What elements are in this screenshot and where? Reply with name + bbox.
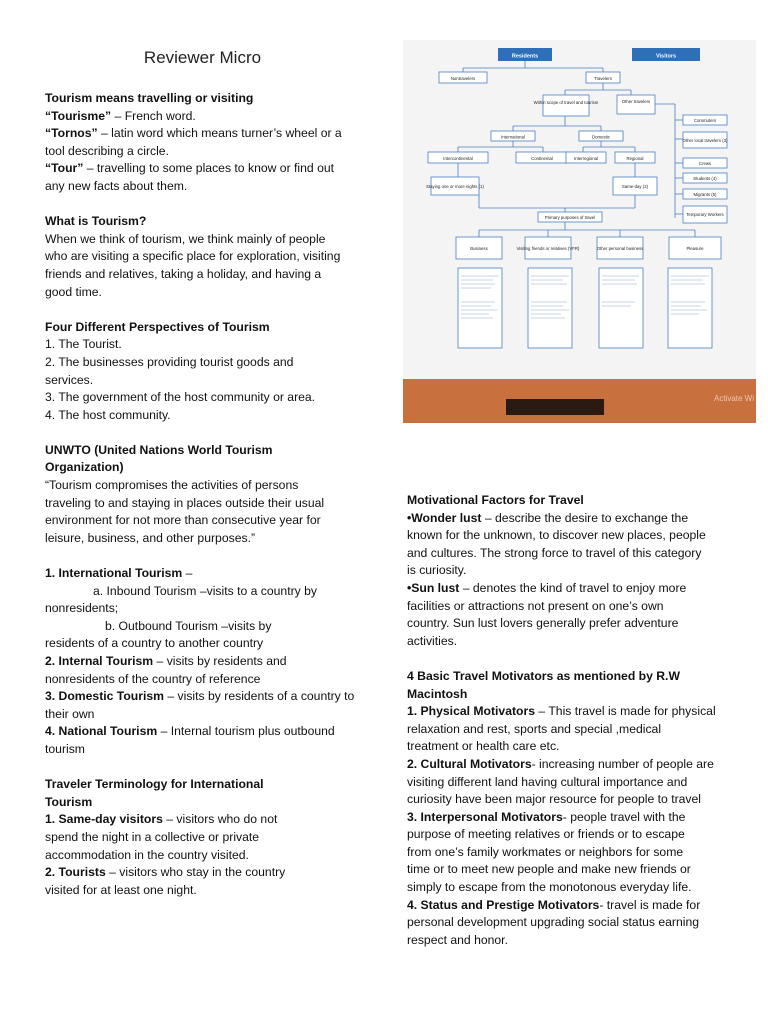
svg-text:Within scope of travel and tou: Within scope of travel and tourism (533, 100, 599, 105)
type-line: their own (45, 706, 95, 721)
motivational-line: known for the unknown, to discover new places, people (407, 528, 706, 543)
svg-text:Primary purposes of travel: Primary purposes of travel (544, 215, 596, 220)
type-line: 3. Domestic Tourism – visits by residents of a country to (45, 689, 355, 704)
type-line: 4. National Tourism – Internal tourism plus outbound (45, 724, 335, 739)
perspective-line: 4. The host community. (45, 407, 171, 422)
svg-text:Nontravelers: Nontravelers (450, 76, 476, 81)
unwto-heading: UNWTO (United Nations World Tourism (45, 442, 273, 457)
right-column (407, 492, 725, 949)
svg-text:Continental: Continental (531, 156, 553, 161)
activate-watermark: Activate Wi (713, 394, 754, 403)
svg-text:Intercontinental: Intercontinental (443, 156, 473, 161)
travel-classification-figure (403, 40, 756, 406)
unwto-line: leisure, business, and other purposes.” (45, 530, 256, 545)
what-line: good time. (45, 284, 102, 299)
terminology-line: visited for at least one night. (45, 882, 197, 897)
svg-text:Business: Business (470, 246, 488, 251)
type-line: a. Inbound Tourism –visits to a country by (93, 583, 318, 598)
motivational-line: facilities or attractions not present on one’s own (407, 598, 664, 613)
unwto-line: traveling to and staying in places outside their usual (45, 495, 325, 510)
perspective-line: 3. The government of the host community or area. (45, 390, 316, 405)
basic-line: purpose of meeting relatives or friends or to escape (407, 827, 685, 842)
what-heading: What is Tourism? (45, 214, 147, 229)
terminology-line: spend the night in a collective or private (45, 829, 260, 844)
svg-text:Residents: Residents (511, 53, 539, 60)
intro-heading: Tourism means travelling or visiting (45, 91, 254, 105)
basic-line: 4. Status and Prestige Motivators- travel is made for (407, 897, 701, 912)
terminology-line: 2. Tourists – visitors who stay in the country (45, 865, 286, 880)
basic-line: from one’s family workmates or neighbors for some (407, 844, 684, 859)
svg-text:Crews: Crews (698, 161, 712, 166)
type-line: nonresidents; (45, 601, 119, 616)
document-title: Reviewer Micro (143, 48, 262, 67)
motivational-line: country. Sun lust lovers generally prefer adventure (407, 616, 679, 631)
figure-sheet (403, 40, 756, 379)
motivational-line: •Wonder lust – describe the desire to exchange the (407, 510, 689, 525)
motivational-line: •Sun lust – denotes the kind of travel to enjoy more (407, 580, 687, 595)
type-line: residents of a country to another country (45, 636, 264, 651)
terminology-heading: Tourism (45, 794, 93, 809)
type-line: 2. Internal Tourism – visits by residents and (45, 654, 287, 668)
motivational-line: and cultures. The strong force to travel of this category (407, 545, 702, 560)
svg-text:Same-day (2): Same-day (2) (621, 184, 649, 189)
svg-text:International: International (501, 134, 525, 140)
svg-text:Staying one or more nights (1): Staying one or more nights (1) (426, 184, 484, 189)
basic-line: 3. Interpersonal Motivators- people travel with the (407, 809, 686, 824)
terminology-line: accommodation in the country visited. (45, 847, 249, 862)
terminology-heading: Traveler Terminology for International (45, 777, 264, 792)
intro-line: “Tornos” – latin word which means turner’s wheel or a (45, 126, 342, 141)
unwto-line: environment for not more than consecutive year for (45, 513, 321, 528)
svg-text:Other local travelers (3): Other local travelers (3) (682, 138, 728, 143)
svg-text:Migrants (5): Migrants (5) (693, 192, 717, 197)
svg-text:Visiting friends or relatives: Visiting friends or relatives (VFR) (516, 246, 580, 251)
figure-bottom-band (403, 379, 756, 423)
classification-diagram (403, 40, 756, 379)
intro-line: “Tour” – travelling to some places to know or find out (45, 161, 335, 176)
intro-line: tool describing a circle. (45, 143, 169, 158)
motivational-line: is curiosity. (407, 563, 467, 578)
perspective-line: services. (45, 372, 94, 387)
left-column (45, 90, 365, 899)
basic-line: treatment or health care etc. (407, 739, 560, 754)
svg-text:Visitors: Visitors (655, 53, 677, 60)
basic-line: 1. Physical Motivators – This travel is made for physical (407, 704, 716, 719)
basic-line: simply to escape from the monotonous everyday life. (407, 880, 692, 895)
basic-line: visiting different land having cultural importance and (407, 774, 688, 789)
basic-line: time or to meet new people and make new friends or (407, 862, 691, 877)
unwto-line: “Tourism compromises the activities of persons (45, 478, 299, 493)
svg-text:Commuters: Commuters (693, 118, 717, 123)
type-line: b. Outbound Tourism –visits by (105, 618, 272, 633)
perspectives-heading: Four Different Perspectives of Tourism (45, 319, 270, 334)
type-line: tourism (45, 741, 85, 756)
svg-text:Regional: Regional (626, 156, 644, 161)
svg-text:Temporary Workers: Temporary Workers (686, 212, 724, 217)
svg-text:Interregional: Interregional (574, 156, 598, 161)
svg-text:Travelers: Travelers (594, 76, 612, 81)
svg-text:Other personal business: Other personal business (596, 246, 644, 251)
what-line: friends and relatives, taking a holiday, and having a (45, 266, 322, 281)
terminology-line: 1. Same-day visitors – visitors who do not (45, 812, 278, 827)
what-line: who are visiting a specific place for exploration, visiting (45, 249, 341, 264)
motivational-heading: Motivational Factors for Travel (407, 493, 584, 507)
type-line: 1. International Tourism – (45, 566, 193, 581)
basic-heading: 4 Basic Travel Motivators as mentioned by R.W (407, 668, 680, 683)
basic-heading: Macintosh (407, 686, 468, 701)
svg-text:Other travelers: Other travelers (621, 99, 651, 104)
svg-text:Students (4): Students (4) (693, 176, 717, 181)
svg-text:Pleasure: Pleasure (686, 246, 704, 251)
basic-line: personal development upgrading social status earning (407, 915, 700, 930)
basic-line: 2. Cultural Motivators- increasing number of people are (407, 756, 714, 771)
svg-text:Domestic: Domestic (592, 134, 610, 140)
intro-line: any new facts about them. (45, 178, 188, 193)
basic-line: relaxation and rest, sports and special ,medical (407, 721, 662, 736)
basic-line: respect and honor. (407, 932, 508, 947)
dark-strip (506, 399, 604, 415)
perspective-line: 1. The Tourist. (45, 337, 122, 352)
type-line: nonresidents of the country of reference (45, 671, 261, 686)
what-line: When we think of tourism, we think mainly of people (45, 231, 326, 246)
intro-line: “Tourisme” – French word. (45, 108, 196, 123)
perspective-line: 2. The businesses providing tourist goods and (45, 354, 294, 369)
motivational-line: activities. (407, 633, 458, 648)
unwto-heading: Organization) (45, 460, 124, 475)
basic-line: curiosity have been major resource for people to travel (407, 792, 702, 807)
